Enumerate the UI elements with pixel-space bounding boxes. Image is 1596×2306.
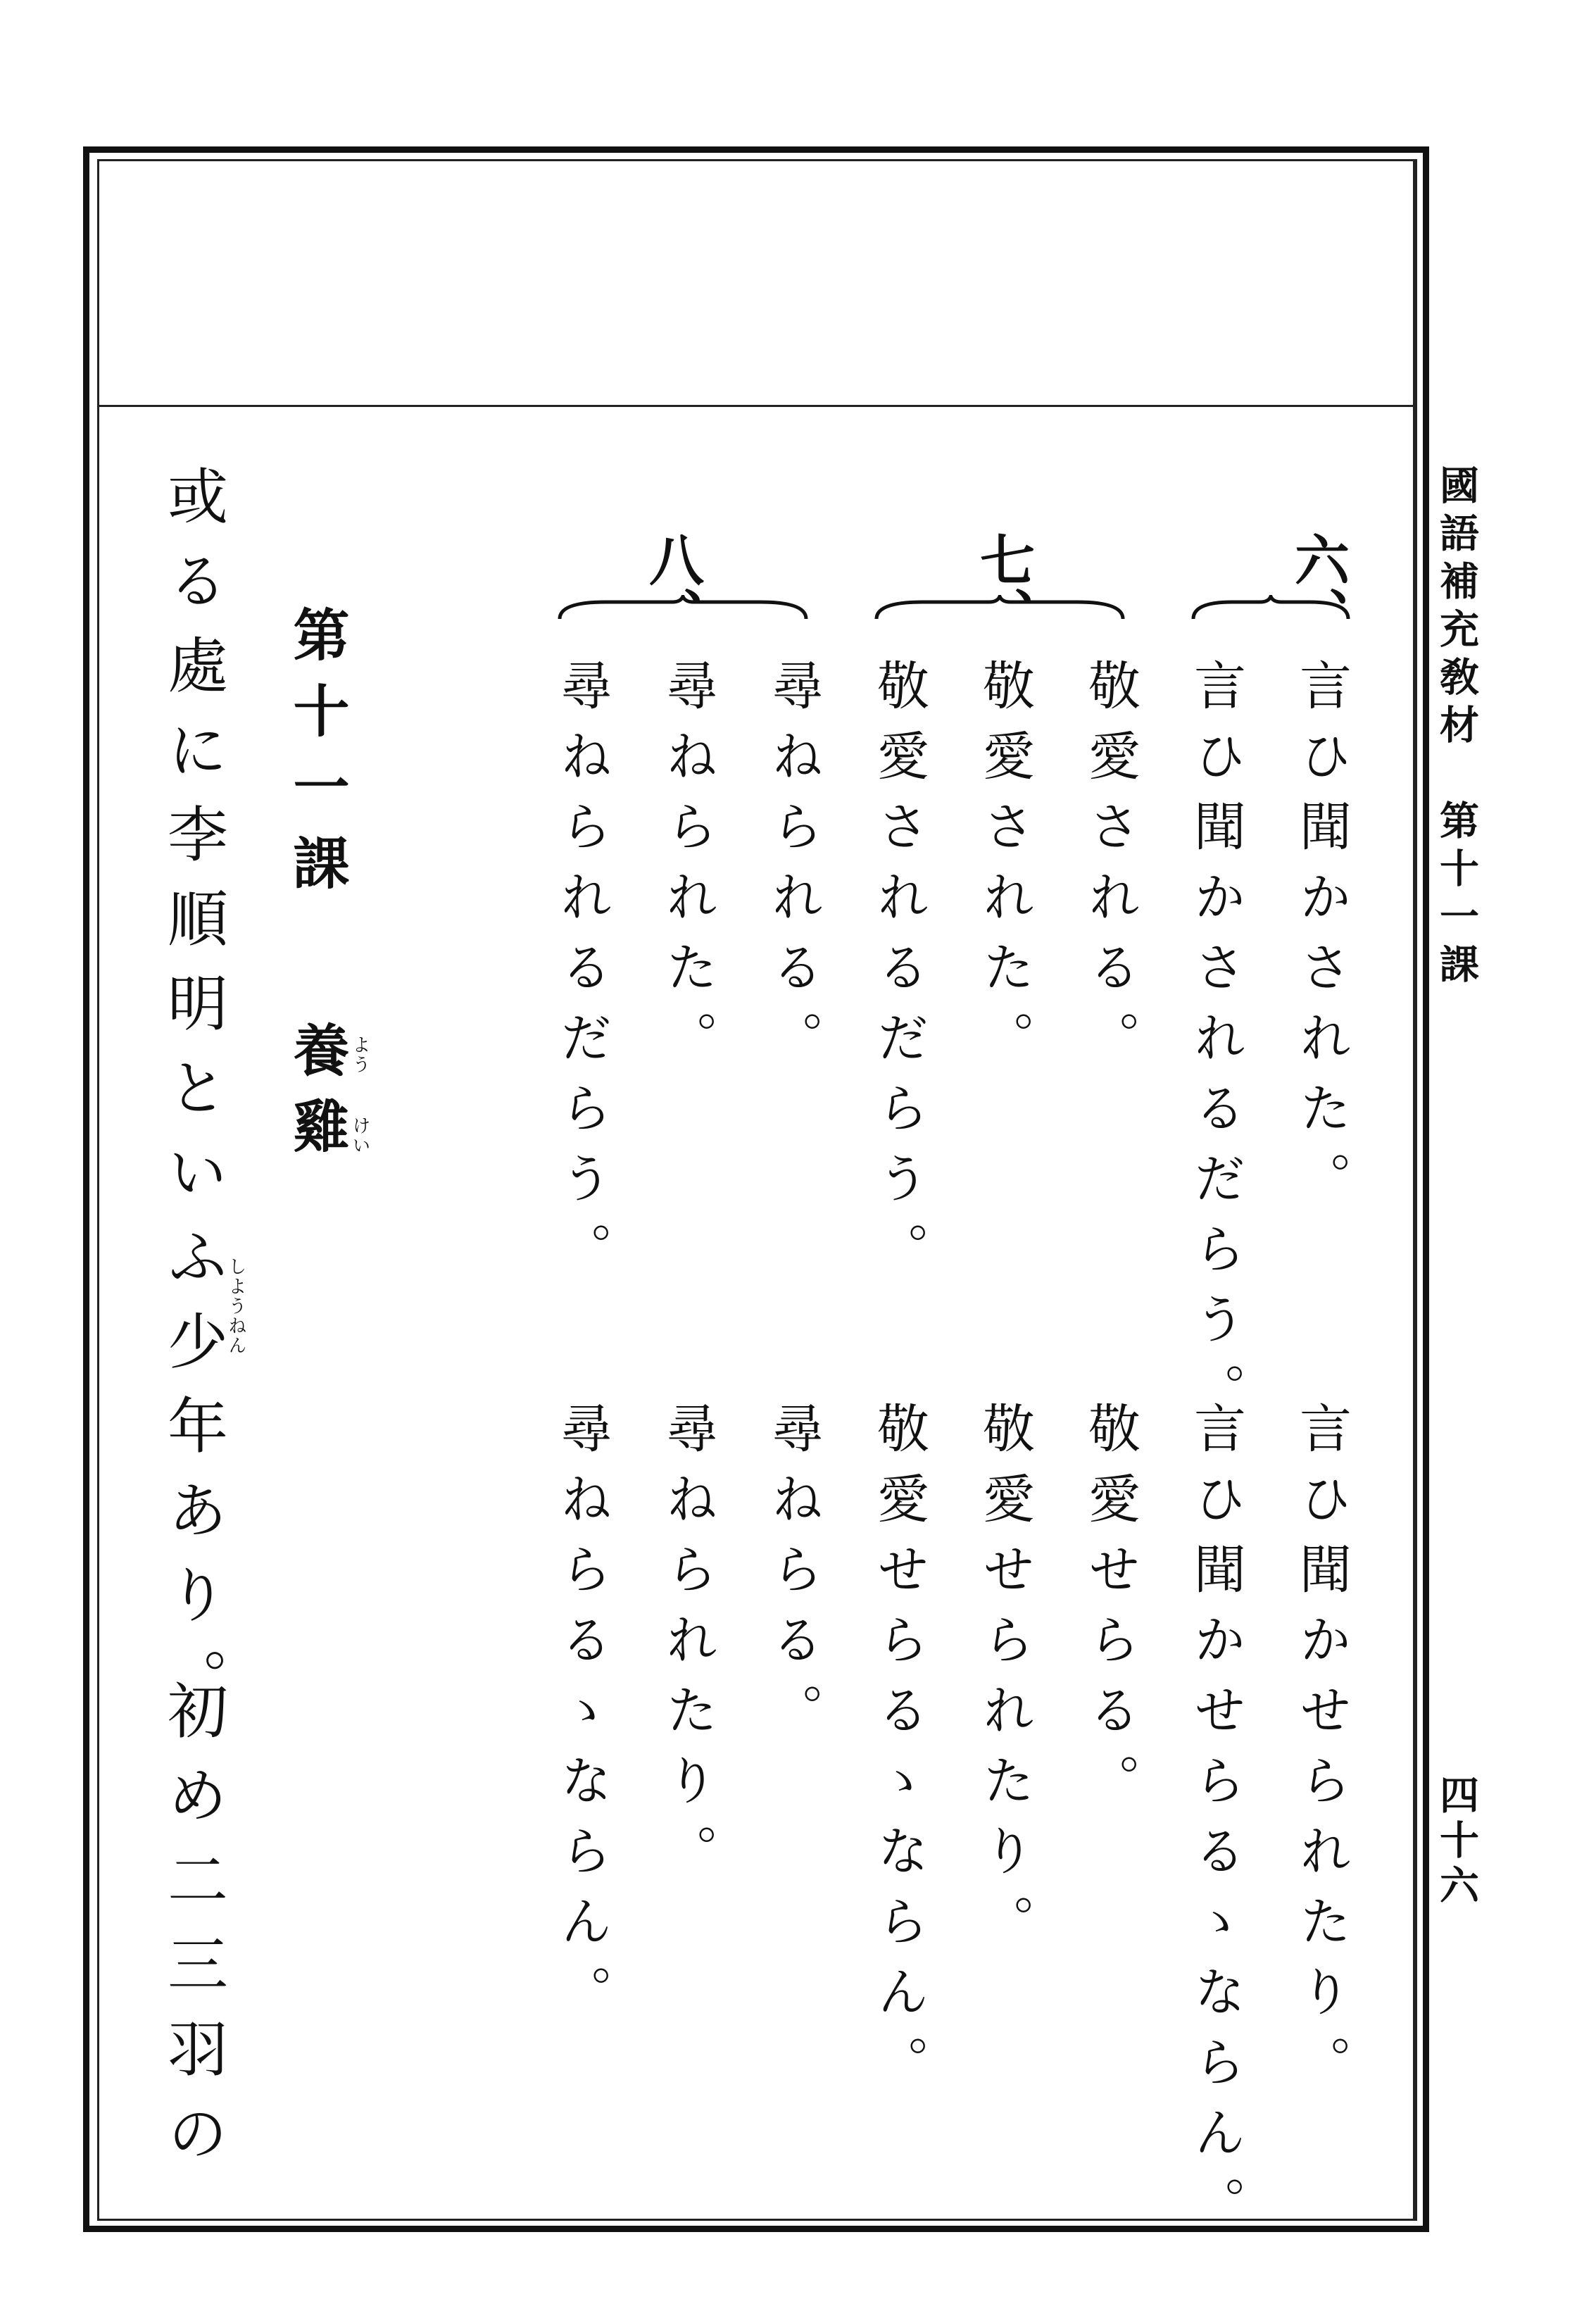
exercise-brace-7	[873, 595, 1126, 623]
exercise-8-line-5: 尋ねられたり。	[658, 1401, 718, 1894]
exercise-7-line-2: 敬愛された。	[974, 658, 1035, 1081]
exercise-brace-6	[1190, 595, 1352, 623]
exercise-8-line-4: 尋ねらる。	[763, 1401, 824, 1753]
page-number: 四十六	[1433, 1774, 1479, 1910]
exercise-7-line-4: 敬愛せらる。	[1080, 1401, 1141, 1824]
exercise-number-6: 六、	[1286, 532, 1350, 641]
exercise-8-line-1: 尋ねられる。	[763, 658, 824, 1081]
story-line-1: 或る處に李順明といふ少年あり。	[157, 465, 227, 1732]
exercise-7-line-1: 敬愛される。	[1080, 658, 1141, 1081]
exercise-7-line-5: 敬愛せられたり。	[974, 1401, 1035, 1965]
header-rule	[97, 405, 1415, 407]
exercise-8-line-6: 尋ねらるゝならん。	[552, 1401, 612, 2035]
exercise-number-8: 八、	[640, 532, 704, 641]
spine-rule	[1415, 159, 1417, 2221]
exercise-6-line-3: 言ひ聞かせられたり。	[1291, 1401, 1352, 2105]
exercise-brace-8	[556, 595, 810, 623]
exercise-8-line-3: 尋ねられるだらう。	[552, 658, 612, 1292]
lesson-heading: 第十一課	[284, 606, 350, 910]
lesson-title-ruby-2: けい	[349, 1116, 370, 1155]
exercise-6-line-2: 言ひ聞かされるだらう。	[1186, 658, 1246, 1433]
story-line-2: 初め二三羽の	[157, 1679, 227, 2186]
lesson-title-ruby-1: よう	[349, 1035, 370, 1074]
exercise-7-line-6: 敬愛せらるゝならん。	[869, 1401, 929, 2105]
exercise-6-line-1: 言ひ聞かされた。	[1291, 658, 1352, 1222]
exercise-7-line-3: 敬愛されるだらう。	[869, 658, 929, 1292]
exercise-8-line-2: 尋ねられた。	[658, 658, 718, 1081]
exercise-6-line-4: 言ひ聞かせらるゝならん。	[1186, 1401, 1246, 2246]
exercise-number-7: 七、	[971, 532, 1035, 641]
lesson-title: 養雞	[284, 1021, 350, 1173]
story-ruby-shonen: しようねん	[225, 1257, 246, 1355]
running-header: 國語補充敎材 第十一課	[1433, 465, 1479, 991]
